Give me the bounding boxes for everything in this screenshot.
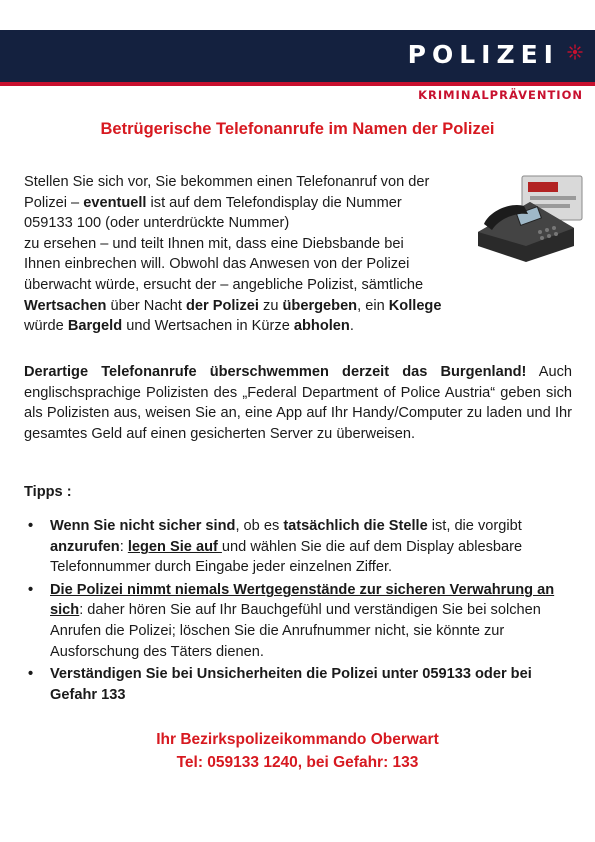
bullet-icon: • <box>28 666 34 683</box>
telephone-image <box>470 174 586 264</box>
header-accent-stripe <box>0 82 595 86</box>
bullet-icon: • <box>28 518 34 534</box>
kriminalpraevention-label: KRIMINALPRÄVENTION <box>418 88 583 102</box>
tips-list <box>24 516 572 707</box>
polizei-logo: POLIZEI <box>407 40 559 69</box>
intro-paragraph: Stellen Sie sich vor, Sie bekommen einen Telefonanruf von der Polizei – eventuell ist auf dem Telefondisplay die Nummer 059133 100 (oder unterdrückte Nummer) zu ersehen – und teilt Ihnen mit, dass eine Diebsbande bei Ihnen einbrechen will. Obwohl das Anwesen von der Polizei überwacht würde, ersucht der – angebliche Polizist, sämtliche Wertsachen über Nacht der Polizei zu übergeben, ein Kollege würde Bargeld und Wertsachen in Kürze abholen. <box>24 174 442 335</box>
page-title: Betrügerische Telefonanrufe im Namen der Polizei <box>100 120 495 138</box>
tips-heading: Tipps : <box>24 484 72 500</box>
eagle-star-icon <box>567 44 583 60</box>
warning-paragraph: Derartige Telefonanrufe überschwemmen derzeit das Burgenland! Auch englischsprachige Polizisten des „Federal Department of Police Austria“ geben sich als Polizisten aus, weisen Sie an, eine App auf Ihr Handy/Computer zu laden und Ihr gesamtes Geld auf einen gesicherten Server zu überweisen. <box>24 364 572 442</box>
footer-office: Ihr Bezirkspolizeikommando Oberwart <box>156 731 439 748</box>
list-item: • Die Polizei nimmt niemals Wertgegenstände zur sicheren Verwahrung an sich: daher hören Sie auf Ihr Bauchgefühl und verständigen Sie bei solchen Anrufen die Polizei; löschen Sie die Anrufnummer nicht, sie könnte zur Ausforschung des Täters dienen. <box>28 581 555 660</box>
bullet-icon: • <box>28 581 34 598</box>
list-item: • Verständigen Sie bei Unsicherheiten die Polizei unter 059133 oder bei Gefahr 133 <box>28 666 532 703</box>
footer-phone: Tel: 059133 1240, bei Gefahr: 133 <box>176 754 419 771</box>
list-item: • Wenn Sie nicht sicher sind, ob es tatsächlich die Stelle ist, die vorgibt anzurufen: legen Sie auf und wählen Sie die auf dem Display ablesbare Telefonnummer durch Eingabe jeder einzelnen Ziffer. <box>28 518 523 576</box>
